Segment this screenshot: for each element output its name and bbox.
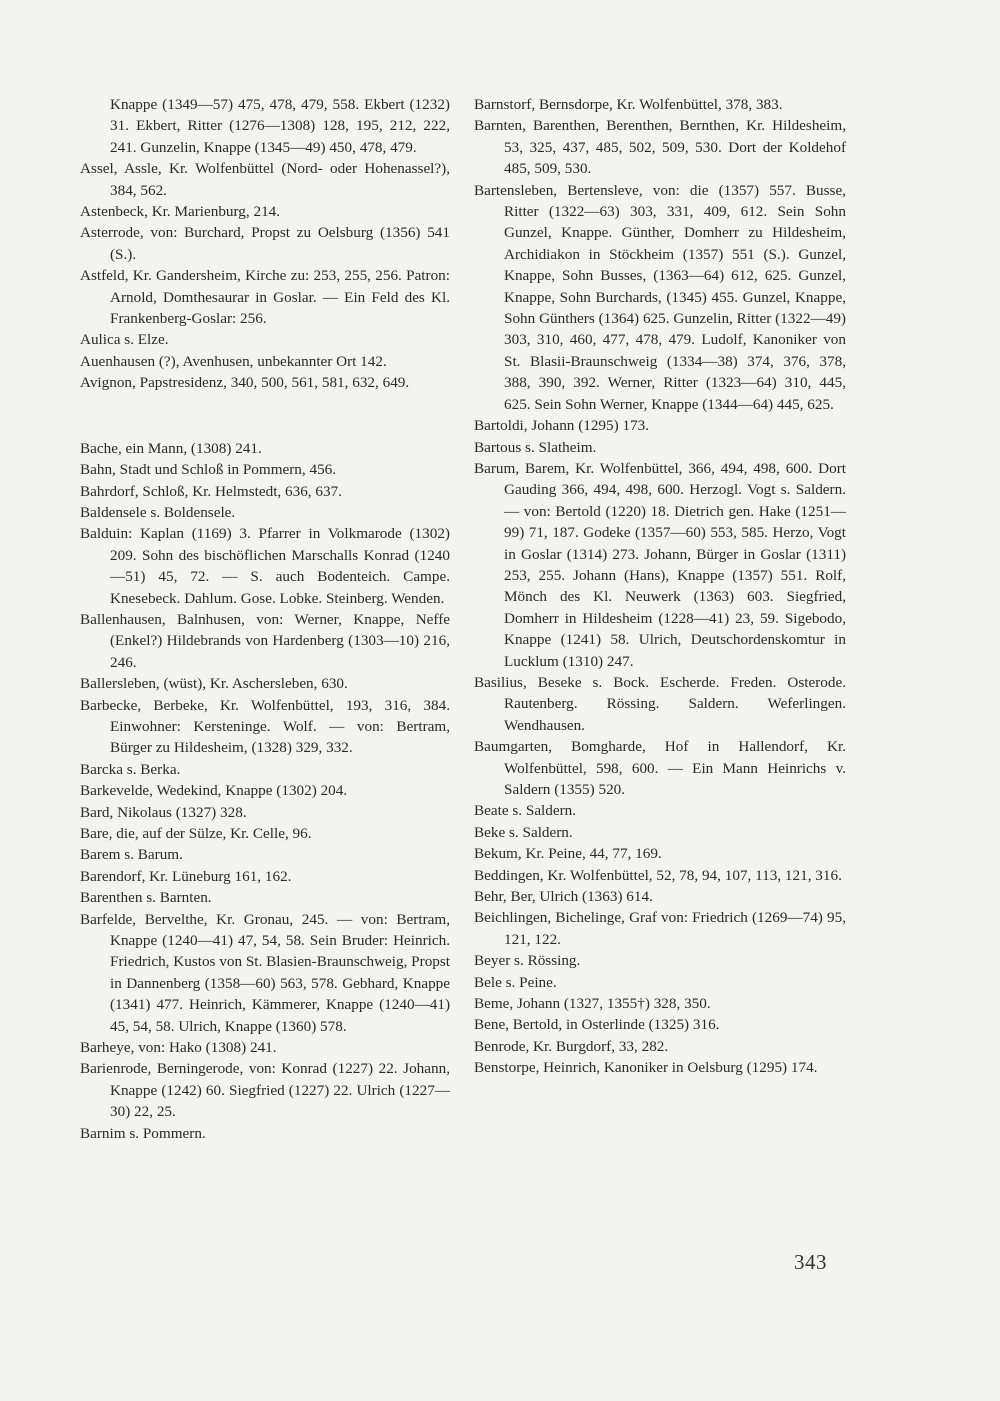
index-entry: Beyer s. Rössing. — [474, 952, 581, 970]
index-entry: Benstorpe, Heinrich, Kanoniker in Oelsburg (1295) 174. — [474, 1059, 818, 1077]
index-entry: Barheye, von: Hako (1308) 241. — [80, 1039, 277, 1057]
index-entry: Baldensele s. Boldensele. — [80, 503, 236, 521]
index-entry: Bahrdorf, Schloß, Kr. Helmstedt, 636, 637. — [80, 482, 342, 500]
left-entries-a — [80, 94, 450, 394]
index-entry: Barnim s. Pommern. — [80, 1124, 206, 1142]
index-entry: Bartous s. Slatheim. — [474, 438, 597, 456]
right-column — [474, 94, 846, 1079]
index-entry: Behr, Ber, Ulrich (1363) 614. — [474, 888, 653, 906]
right-entries — [474, 94, 846, 1079]
index-entry: Barfelde, Bervelthe, Kr. Gronau, 245. — von: Bertram, Knappe (1240—41) 47, 54, 58. Sein Bruder: Heinrich. Friedrich, Kustos von St. Blasien-Braunschweig, Propst in Dannenberg (1358—60) 563, 578. Gebhard, Knappe (1341) 477. Heinrich, Kämmerer, Knappe (1240—41) 45, 54, 58. Ulrich, Knappe (1360) 578. — [80, 910, 451, 1035]
index-entry: Knappe (1349—57) 475, 478, 479, 558. Ekbert (1232) 31. Ekbert, Ritter (1276—1308) 128, 195, 212, 222, 241. Gunzelin, Knappe (1345—49) 450, 478, 479. — [110, 96, 450, 156]
index-entry: Assel, Assle, Kr. Wolfenbüttel (Nord- oder Hohenassel?), 384, 562. — [80, 160, 450, 199]
index-entry: Barenthen s. Barnten. — [80, 889, 212, 907]
index-entry: Barum, Barem, Kr. Wolfenbüttel, 366, 494, 498, 600. Dort Gauding 366, 494, 498, 600. Herzogl. Vogt s. Saldern. — von: Bertold (1220) 18. Dietrich gen. Hake (1251—99) 71, 187. Godeke (1357—60) 553, 585. Herzo, Vogt in Goslar (1314) 273. Johann, Bürger in Goslar (1311) 253, 255. Johann (Hans), Knappe (1357) 551. Rolf, Mönch des Kl. Neuwerk (1363) 603. Siegfried, Domherr in Hildesheim (1228—41) 23, 59. Sigebodo, Knappe (1241) 58. Ulrich, Deutschordenskomtur in Lucklum (1310) 247. — [474, 459, 846, 670]
index-entry: Bekum, Kr. Peine, 44, 77, 169. — [474, 845, 662, 863]
index-entry: Barnten, Barenthen, Berenthen, Bernthen, Kr. Hildesheim, 53, 325, 437, 485, 502, 509, 530. Dort der Koldehof 485, 509, 530. — [474, 117, 846, 178]
index-entry: Aulica s. Elze. — [80, 331, 169, 349]
index-entry: Astfeld, Kr. Gandersheim, Kirche zu: 253, 255, 256. Patron: Arnold, Domthesaurar in Goslar. — Ein Feld des Kl. Frankenberg-Goslar: 256. — [80, 267, 450, 328]
section-gap — [80, 394, 450, 438]
index-entry: Barem s. Barum. — [80, 846, 183, 864]
index-entry: Asterrode, von: Burchard, Propst zu Oelsburg (1356) 541 (S.). — [80, 224, 450, 263]
index-entry: Barienrode, Berningerode, von: Konrad (1227) 22. Johann, Knappe (1242) 60. Siegfried (1227) 22. Ulrich (1227—30) 22, 25. — [80, 1060, 450, 1121]
index-entry: Avignon, Papstresidenz, 340, 500, 561, 581, 632, 649. — [80, 374, 410, 392]
index-entry: Beichlingen, Bichelinge, Graf von: Friedrich (1269—74) 95, 121, 122. — [474, 909, 846, 948]
index-entry: Bache, ein Mann, (1308) 241. — [80, 439, 262, 457]
index-entry: Barkevelde, Wedekind, Knappe (1302) 204. — [80, 782, 348, 800]
index-entry: Baumgarten, Bomgharde, Hof in Hallendorf, Kr. Wolfenbüttel, 598, 600. — Ein Mann Heinrichs v. Saldern (1355) 520. — [474, 738, 846, 798]
index-entry: Beke s. Saldern. — [474, 823, 573, 841]
index-entry: Bartoldi, Johann (1295) 173. — [474, 417, 650, 435]
index-entry: Bele s. Peine. — [474, 973, 557, 991]
index-entry: Barendorf, Kr. Lüneburg 161, 162. — [80, 867, 292, 885]
left-entries-b — [80, 438, 450, 1144]
index-entry: Barcka s. Berka. — [80, 760, 181, 778]
index-entry: Bard, Nikolaus (1327) 328. — [80, 803, 247, 821]
index-entry: Basilius, Beseke s. Bock. Escherde. Freden. Osterode. Rautenberg. Rössing. Saldern. Weferlingen. Wendhausen. — [474, 673, 846, 734]
index-entry: Bene, Bertold, in Osterlinde (1325) 316. — [474, 1016, 720, 1034]
index-entry: Barnstorf, Bernsdorpe, Kr. Wolfenbüttel, 378, 383. — [474, 96, 783, 113]
index-entry: Beme, Johann (1327, 1355†) 328, 350. — [474, 995, 711, 1013]
index-entry: Balduin: Kaplan (1169) 3. Pfarrer in Volkmarode (1302) 209. Sohn des bischöflichen Marschalls Konrad (1240—51) 45, 72. — S. auch Bodenteich. Campe. Knesebeck. Dahlum. Gose. Lobke. Steinberg. Wenden. — [80, 525, 450, 607]
index-entry: Bahn, Stadt und Schloß in Pommern, 456. — [80, 461, 337, 479]
index-entry: Ballersleben, (wüst), Kr. Aschersleben, 630. — [80, 675, 348, 693]
left-column — [80, 94, 450, 1144]
index-entry: Astenbeck, Kr. Marienburg, 214. — [80, 203, 281, 221]
index-entry: Beddingen, Kr. Wolfenbüttel, 52, 78, 94, 107, 113, 121, 316. — [474, 866, 842, 884]
index-entry: Bartensleben, Bertensleve, von: die (1357) 557. Busse, Ritter (1322—63) 303, 331, 409, 612. Sein Sohn Gunzel, Knappe. Günther, Domherr zu Hildesheim, Archidiakon in Stöckheim (1357) 551 (S.). Gunzel, Knappe, Sohn Busses, (1363—64) 612, 625. Gunzel, Knappe, Sohn Burchards, (1345) 455. Gunzel, Knappe, Sohn Günthers (1364) 625. Gunzelin, Ritter (1322—49) 303, 310, 460, 477, 478, 479. Ludolf, Kanoniker von St. Blasii-Braunschweig (1334—38) 374, 376, 378, 388, 390, 392. Werner, Ritter (1323—64) 310, 445, 625. Sein Sohn Werner, Knappe (1344—64) 445, 625. — [474, 181, 846, 413]
index-entry: Beate s. Saldern. — [474, 802, 577, 820]
page-number: 343 — [794, 1250, 827, 1274]
index-entry: Ballenhausen, Balnhusen, von: Werner, Knappe, Neffe (Enkel?) Hildebrands von Hardenberg (1303—10) 216, 246. — [80, 610, 450, 671]
index-entry: Benrode, Kr. Burgdorf, 33, 282. — [474, 1037, 669, 1055]
index-entry: Auenhausen (?), Avenhusen, unbekannter Ort 142. — [80, 352, 387, 370]
index-entry: Barbecke, Berbeke, Kr. Wolfenbüttel, 193, 316, 384. Einwohner: Kersteninge. Wolf. — von: Bertram, Bürger zu Hildesheim, (1328) 329, 332. — [80, 696, 450, 757]
index-entry: Bare, die, auf der Sülze, Kr. Celle, 96. — [80, 825, 312, 842]
